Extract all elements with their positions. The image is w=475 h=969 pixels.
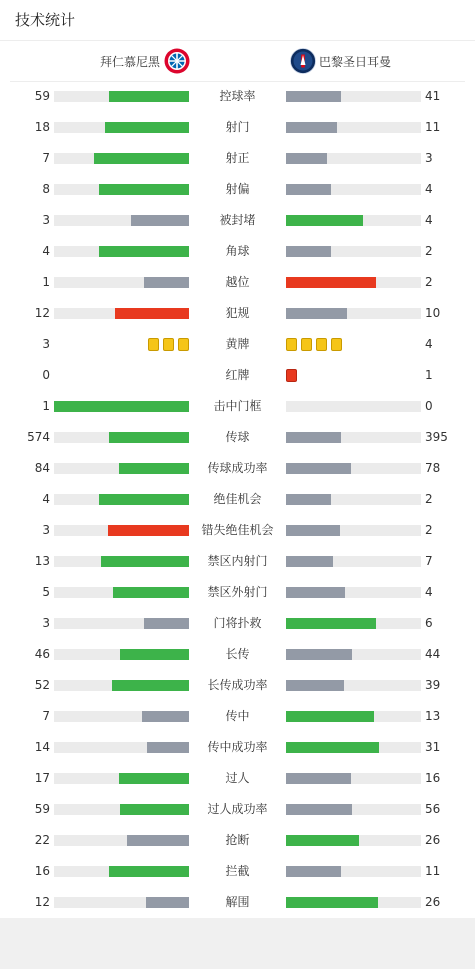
home-bar-fill: [147, 742, 189, 753]
stat-row: [0, 732, 475, 763]
stat-label: 传球成功率: [207, 461, 268, 475]
away-cards: [286, 369, 297, 382]
stat-label: 越位: [225, 275, 250, 289]
home-bar-fill: [113, 587, 189, 598]
home-bar-track: [54, 587, 189, 598]
away-bar-fill: [286, 153, 327, 164]
away-bar-fill: [286, 246, 331, 257]
away-bar-fill: [286, 494, 331, 505]
home-bar-track: [54, 866, 189, 877]
stat-row: [0, 887, 475, 918]
stat-row: [0, 360, 475, 391]
home-value: 8: [42, 182, 50, 196]
home-value: 46: [34, 647, 50, 661]
stat-row: [0, 670, 475, 701]
home-value: 18: [34, 120, 50, 134]
stat-label: 错失绝佳机会: [201, 523, 274, 537]
home-bar-fill: [120, 804, 189, 815]
away-value: 4: [425, 182, 433, 196]
home-value: 1: [42, 275, 50, 289]
home-value: 16: [34, 864, 50, 878]
stat-label: 射门: [225, 120, 250, 134]
away-value: 6: [425, 616, 433, 630]
stat-label: 门将扑救: [213, 616, 262, 630]
away-bar-fill: [286, 897, 378, 908]
away-bar-track: [286, 556, 421, 567]
away-value: 26: [425, 895, 441, 909]
away-value: 31: [425, 740, 441, 754]
home-value: 14: [34, 740, 50, 754]
home-bar-track: [54, 494, 189, 505]
home-bar-track: [54, 835, 189, 846]
away-bar-fill: [286, 91, 341, 102]
home-value: 0: [42, 368, 50, 382]
stat-row: [0, 546, 475, 577]
home-bar-track: [54, 308, 189, 319]
away-value: 7: [425, 554, 433, 568]
away-bar-fill: [286, 742, 379, 753]
stat-label: 过人: [225, 771, 250, 785]
stat-row: [0, 205, 475, 236]
stat-label: 红牌: [225, 368, 250, 382]
away-bar-fill: [286, 432, 341, 443]
home-value: 13: [34, 554, 50, 568]
stat-label: 黄牌: [225, 337, 250, 351]
away-bar-track: [286, 463, 421, 474]
home-bar-fill: [94, 153, 189, 164]
home-bar-fill: [99, 184, 189, 195]
away-value: 1: [425, 368, 433, 382]
yellow-card-icon: [178, 338, 189, 351]
home-bar-track: [54, 680, 189, 691]
home-bar-fill: [101, 556, 189, 567]
stat-row: [0, 112, 475, 143]
home-bar-fill: [108, 525, 189, 536]
stat-label: 射正: [225, 151, 250, 165]
stat-row: [0, 701, 475, 732]
home-bar-track: [54, 401, 189, 412]
home-bar-track: [54, 91, 189, 102]
home-value: 4: [42, 244, 50, 258]
stat-row: [0, 143, 475, 174]
home-bar-track: [54, 804, 189, 815]
stat-label: 解围: [225, 895, 250, 909]
stat-row: [0, 422, 475, 453]
away-bar-fill: [286, 587, 345, 598]
home-value: 17: [34, 771, 50, 785]
away-cards: [286, 338, 342, 351]
home-value: 12: [34, 306, 50, 320]
away-value: 2: [425, 244, 433, 258]
away-value: 2: [425, 492, 433, 506]
away-bar-fill: [286, 122, 337, 133]
stat-row: [0, 577, 475, 608]
stat-row: [0, 856, 475, 887]
away-bar-fill: [286, 804, 352, 815]
away-value: 2: [425, 523, 433, 537]
stat-row: [0, 825, 475, 856]
home-bar-track: [54, 556, 189, 567]
stat-label: 绝佳机会: [213, 492, 262, 506]
home-bar-track: [54, 897, 189, 908]
away-bar-track: [286, 494, 421, 505]
home-bar-fill: [142, 711, 189, 722]
home-bar-track: [54, 742, 189, 753]
home-bar-fill: [54, 401, 189, 412]
away-bar-track: [286, 308, 421, 319]
home-bar-track: [54, 711, 189, 722]
stat-label: 传中: [225, 709, 250, 723]
away-bar-track: [286, 804, 421, 815]
home-team-name: 拜仁慕尼黑: [99, 54, 160, 69]
home-cards: [148, 338, 189, 351]
away-value: 26: [425, 833, 441, 847]
away-value: 44: [425, 647, 441, 661]
home-bar-fill: [109, 866, 189, 877]
home-bar-fill: [144, 277, 189, 288]
home-team[interactable]: [100, 48, 190, 74]
away-value: 395: [425, 430, 448, 444]
home-bar-fill: [119, 463, 189, 474]
home-bar-track: [54, 463, 189, 474]
home-bar-fill: [120, 649, 189, 660]
away-bar-track: [286, 184, 421, 195]
stat-row: [0, 174, 475, 205]
away-bar-track: [286, 91, 421, 102]
away-value: 11: [425, 864, 441, 878]
home-value: 4: [42, 492, 50, 506]
stat-label: 传中成功率: [207, 740, 268, 754]
away-bar-track: [286, 711, 421, 722]
away-bar-fill: [286, 649, 352, 660]
stat-label: 角球: [225, 244, 250, 258]
away-bar-fill: [286, 463, 351, 474]
home-value: 574: [27, 430, 50, 444]
stat-row: [0, 608, 475, 639]
page-title: 技术统计: [15, 11, 76, 29]
away-bar-track: [286, 742, 421, 753]
away-bar-track: [286, 680, 421, 691]
stat-label: 被封堵: [219, 213, 256, 227]
home-value: 7: [42, 151, 50, 165]
home-bar-fill: [109, 91, 189, 102]
away-bar-fill: [286, 308, 347, 319]
away-bar-track: [286, 277, 421, 288]
stat-row: [0, 763, 475, 794]
home-bar-track: [54, 649, 189, 660]
away-bar-track: [286, 618, 421, 629]
home-value: 3: [42, 616, 50, 630]
stat-row: [0, 81, 475, 112]
away-bar-fill: [286, 773, 351, 784]
stat-row: [0, 267, 475, 298]
home-bar-fill: [131, 215, 189, 226]
home-value: 59: [34, 89, 50, 103]
away-value: 11: [425, 120, 441, 134]
stat-row: [0, 515, 475, 546]
home-value: 59: [34, 802, 50, 816]
stat-label: 禁区外射门: [207, 585, 268, 599]
away-bar-fill: [286, 215, 363, 226]
away-value: 10: [425, 306, 441, 320]
home-value: 1: [42, 399, 50, 413]
away-bar-fill: [286, 525, 340, 536]
home-bar-fill: [112, 680, 189, 691]
stat-row: [0, 391, 475, 422]
home-bar-track: [54, 184, 189, 195]
away-bar-fill: [286, 680, 344, 691]
home-value: 12: [34, 895, 50, 909]
away-bar-track: [286, 122, 421, 133]
home-value: 84: [34, 461, 50, 475]
home-bar-track: [54, 525, 189, 536]
away-bar-fill: [286, 711, 374, 722]
stat-label: 射偏: [225, 182, 250, 196]
stat-label: 长传: [225, 647, 250, 661]
home-value: 52: [34, 678, 50, 692]
stat-label: 抢断: [225, 833, 250, 847]
stat-label: 犯规: [225, 306, 250, 320]
away-bar-track: [286, 866, 421, 877]
away-bar-fill: [286, 184, 331, 195]
home-bar-fill: [109, 432, 189, 443]
home-bar-track: [54, 773, 189, 784]
away-bar-fill: [286, 556, 333, 567]
home-bar-track: [54, 432, 189, 443]
stat-row: [0, 329, 475, 360]
home-value: 3: [42, 523, 50, 537]
away-bar-track: [286, 401, 421, 412]
away-value: 78: [425, 461, 441, 475]
home-bar-track: [54, 153, 189, 164]
away-value: 41: [425, 89, 441, 103]
home-bar-fill: [115, 308, 189, 319]
stat-label: 长传成功率: [207, 678, 268, 692]
away-bar-track: [286, 587, 421, 598]
home-bar-track: [54, 122, 189, 133]
home-value: 3: [42, 213, 50, 227]
home-bar-fill: [146, 897, 189, 908]
psg-logo-icon: [290, 48, 316, 74]
away-bar-track: [286, 246, 421, 257]
home-bar-fill: [105, 122, 189, 133]
away-value: 16: [425, 771, 441, 785]
away-bar-track: [286, 897, 421, 908]
home-bar-track: [54, 618, 189, 629]
away-bar-track: [286, 215, 421, 226]
away-bar-fill: [286, 618, 376, 629]
away-bar-track: [286, 835, 421, 846]
away-team-name: 巴黎圣日耳曼: [319, 54, 392, 69]
home-value: 22: [34, 833, 50, 847]
away-value: 4: [425, 337, 433, 351]
away-value: 39: [425, 678, 441, 692]
away-bar-track: [286, 773, 421, 784]
away-value: 2: [425, 275, 433, 289]
away-value: 4: [425, 585, 433, 599]
home-bar-track: [54, 277, 189, 288]
stat-label: 拦截: [225, 864, 250, 878]
home-bar-fill: [119, 773, 189, 784]
home-value: 7: [42, 709, 50, 723]
away-bar-track: [286, 525, 421, 536]
stat-row: [0, 453, 475, 484]
away-bar-fill: [286, 835, 359, 846]
yellow-card-icon: [331, 338, 342, 351]
bayern-logo-icon: [164, 48, 190, 74]
stat-label: 禁区内射门: [207, 554, 268, 568]
away-value: 13: [425, 709, 441, 723]
away-value: 0: [425, 399, 433, 413]
yellow-card-icon: [286, 338, 297, 351]
stat-row: [0, 236, 475, 267]
away-value: 3: [425, 151, 433, 165]
away-value: 56: [425, 802, 441, 816]
stat-row: [0, 484, 475, 515]
home-value: 5: [42, 585, 50, 599]
away-value: 4: [425, 213, 433, 227]
stat-row: [0, 639, 475, 670]
yellow-card-icon: [316, 338, 327, 351]
stat-row: [0, 298, 475, 329]
home-bar-track: [54, 215, 189, 226]
home-bar-track: [54, 246, 189, 257]
away-bar-track: [286, 649, 421, 660]
stat-label: 击中门框: [213, 399, 262, 413]
yellow-card-icon: [148, 338, 159, 351]
home-bar-fill: [99, 494, 189, 505]
away-bar-fill: [286, 277, 376, 288]
home-bar-fill: [99, 246, 189, 257]
away-bar-fill: [286, 866, 341, 877]
yellow-card-icon: [163, 338, 174, 351]
stat-row: [0, 794, 475, 825]
away-team[interactable]: [290, 48, 391, 74]
home-bar-fill: [144, 618, 189, 629]
away-bar-track: [286, 432, 421, 443]
yellow-card-icon: [301, 338, 312, 351]
stat-label: 传球: [225, 430, 250, 444]
stat-label: 过人成功率: [207, 802, 268, 816]
away-bar-track: [286, 153, 421, 164]
red-card-icon: [286, 369, 297, 382]
home-bar-fill: [127, 835, 189, 846]
home-value: 3: [42, 337, 50, 351]
divider: [0, 40, 475, 41]
stat-label: 控球率: [219, 89, 256, 103]
